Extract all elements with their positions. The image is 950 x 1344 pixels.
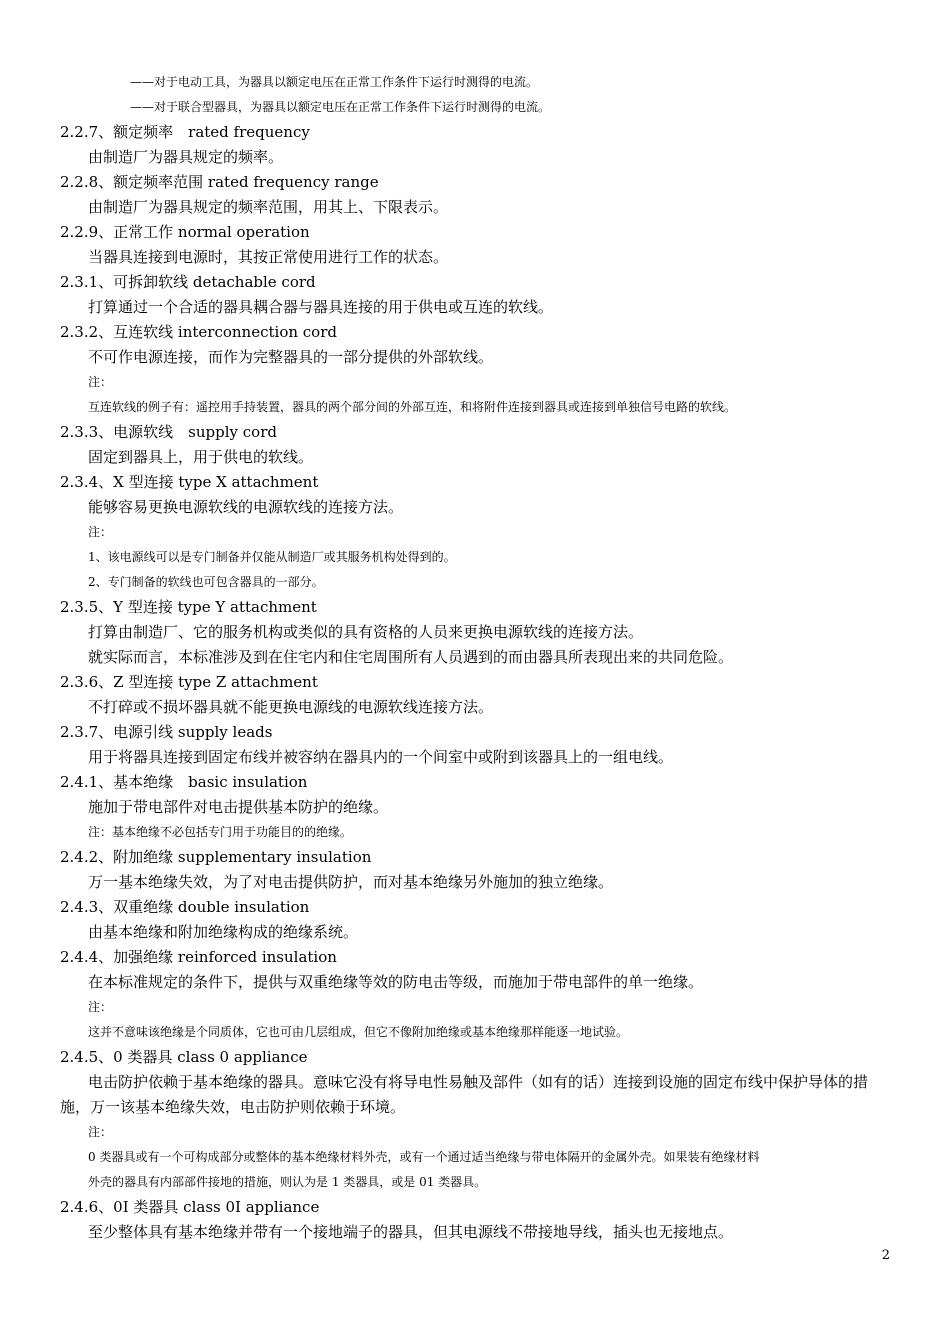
- section-heading: 2.3.2、互连软线 interconnection cord: [60, 323, 337, 341]
- definition-text: 打算由制造厂、它的服务机构或类似的具有资格的人员来更换电源软线的连接方法。: [88, 623, 644, 641]
- section-heading: 2.3.4、X 型连接 type X attachment: [60, 473, 319, 491]
- definition-text: 在本标准规定的条件下，提供与双重绝缘等效的防电击等级，而施加于带电部件的单一绝缘。: [88, 973, 704, 991]
- definition-text: 当器具连接到电源时，其按正常使用进行工作的状态。: [88, 248, 449, 266]
- definition-text: 由基本绝缘和附加绝缘构成的绝缘系统。: [88, 923, 359, 941]
- definition-text: 能够容易更换电源软线的电源软线的连接方法。: [88, 498, 404, 516]
- note-line: 互连软线的例子有：遥控用手持装置，器具的两个部分间的外部互连，和将附件连接到器具或连接到单独信号电路的软线。: [88, 400, 737, 414]
- note-line: 注：: [88, 525, 113, 539]
- definition-text: 施加于带电部件对电击提供基本防护的绝缘。: [88, 798, 389, 816]
- definition-text: 固定到器具上，用于供电的软线。: [88, 448, 314, 466]
- section-heading: 2.2.8、额定频率范围 rated frequency range: [60, 173, 379, 191]
- definition-text: 不打碎或不损坏器具就不能更换电源线的电源软线连接方法。: [88, 698, 494, 716]
- section-heading: 2.4.2、附加绝缘 supplementary insulation: [60, 848, 372, 866]
- section-heading: 2.4.4、加强绝缘 reinforced insulation: [60, 948, 337, 966]
- note-line: 注：: [88, 1000, 113, 1014]
- definition-text: 不可作电源连接，而作为完整器具的一部分提供的外部软线。: [88, 348, 494, 366]
- section-heading: 2.2.7、额定频率 rated frequency: [60, 123, 310, 141]
- section-heading: 2.3.7、电源引线 supply leads: [60, 723, 273, 741]
- definition-text: 用于将器具连接到固定布线并被容纳在器具内的一个间室中或附到该器具上的一组电线。: [88, 748, 674, 766]
- section-heading: 2.3.5、Y 型连接 type Y attachment: [60, 598, 317, 616]
- section-heading: 2.4.1、基本绝缘 basic insulation: [60, 773, 308, 791]
- definition-text: 由制造厂为器具规定的频率范围，用其上、下限表示。: [88, 198, 449, 216]
- page-number: 2: [881, 1248, 890, 1263]
- document-body: [60, 70, 892, 1245]
- section-heading: 2.2.9、正常工作 normal operation: [60, 223, 310, 241]
- note-line: 0 类器具或有一个可构成部分或整体的基本绝缘材料外壳，或有一个通过适当绝缘与带电体隔开的金属外壳。如果装有绝缘材料: [88, 1150, 760, 1164]
- note-line: 这并不意味该绝缘是个同质体，它也可由几层组成，但它不像附加绝缘或基本绝缘那样能逐一地试验。: [88, 1025, 629, 1039]
- definition-paragraph: 电击防护依赖于基本绝缘的器具。意味它没有将导电性易触及部件（如有的话）连接到设施的固定布线中保护导体的措施，万一该基本绝缘失效，电击防护则依赖于环境。: [60, 1073, 869, 1116]
- note-line: 1、该电源线可以是专门制备并仅能从制造厂或其服务机构处得到的。: [88, 550, 456, 564]
- dash-item: ——对于联合型器具，为器具以额定电压在正常工作条件下运行时测得的电流。: [130, 100, 551, 114]
- note-line: 注：: [88, 1125, 113, 1139]
- section-heading: 2.4.3、双重绝缘 double insulation: [60, 898, 310, 916]
- note-line: 外壳的器具有内部部件接地的措施，则认为是 1 类器具，或是 01 类器具。: [88, 1175, 487, 1189]
- section-heading: 2.3.1、可拆卸软线 detachable cord: [60, 273, 316, 291]
- definition-text: 就实际而言，本标准涉及到在住宅内和住宅周围所有人员遇到的而由器具所表现出来的共同危险。: [88, 648, 734, 666]
- section-heading: 2.3.6、Z 型连接 type Z attachment: [60, 673, 318, 691]
- definition-text: 由制造厂为器具规定的频率。: [88, 148, 284, 166]
- note-line: 2、专门制备的软线也可包含器具的一部分。: [88, 575, 324, 589]
- definition-text: 至少整体具有基本绝缘并带有一个接地端子的器具，但其电源线不带接地导线，插头也无接地点。: [88, 1223, 734, 1241]
- section-heading: 2.3.3、电源软线 supply cord: [60, 423, 277, 441]
- note-line: 注：: [88, 375, 113, 389]
- section-heading: 2.4.6、0I 类器具 class 0I appliance: [60, 1198, 320, 1216]
- definition-text: 打算通过一个合适的器具耦合器与器具连接的用于供电或互连的软线。: [88, 298, 554, 316]
- dash-item: ——对于电动工具，为器具以额定电压在正常工作条件下运行时测得的电流。: [130, 75, 539, 89]
- note-line: 注：基本绝缘不必包括专门用于功能目的的绝缘。: [88, 825, 353, 839]
- section-heading: 2.4.5、0 类器具 class 0 appliance: [60, 1048, 308, 1066]
- definition-text: 万一基本绝缘失效，为了对电击提供防护，而对基本绝缘另外施加的独立绝缘。: [88, 873, 614, 891]
